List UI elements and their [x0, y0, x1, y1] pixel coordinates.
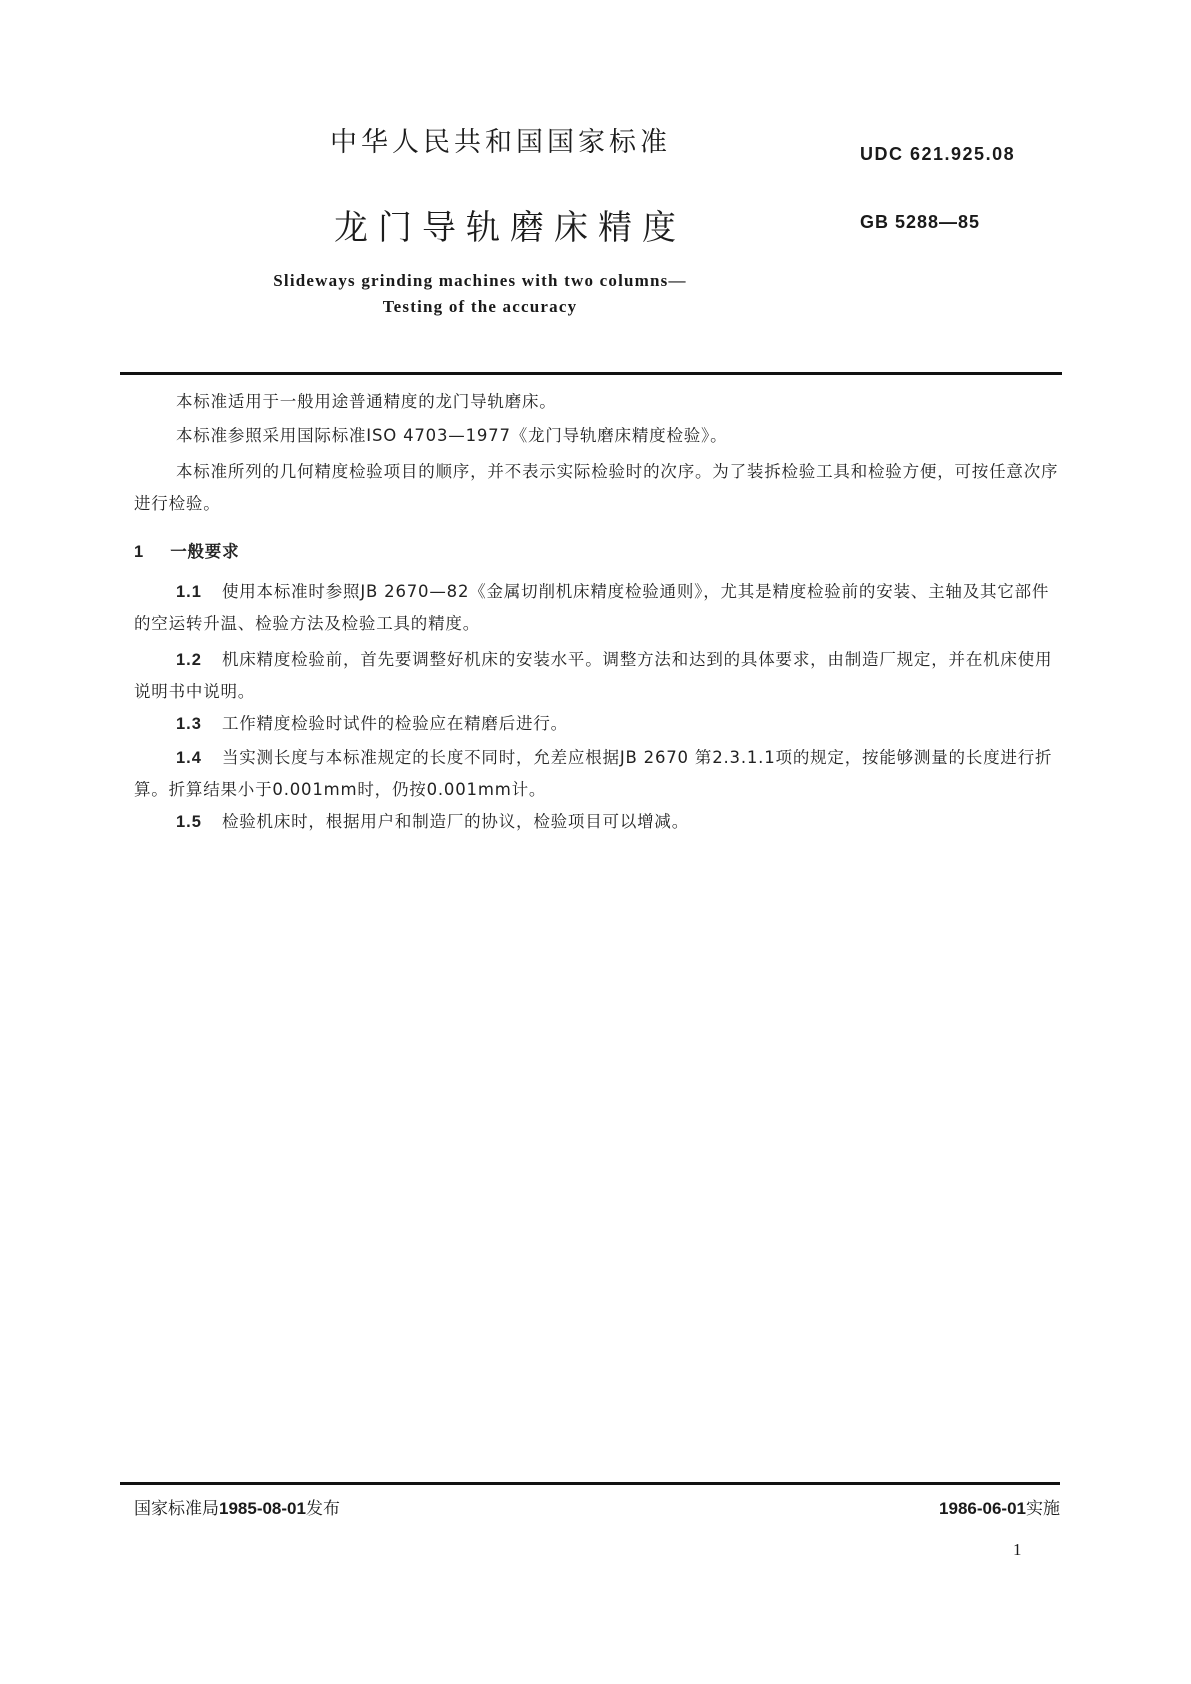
- clause-1-4: [134, 742, 1064, 806]
- document-title-chinese: 龙门导轨磨床精度: [334, 208, 686, 248]
- section-number: 1: [134, 543, 145, 561]
- effective-info: [939, 1494, 1060, 1519]
- clause-1-1: [134, 576, 1064, 640]
- intro-paragraph-1: 本标准适用于一般用途普通精度的龙门导轨磨床。: [176, 392, 557, 411]
- footer-divider: [120, 1482, 1060, 1485]
- issue-label: 发布: [305, 1499, 340, 1519]
- standard-number: GB 5288—85: [860, 212, 981, 232]
- clause-text: 工作精度检验时试件的检验应在精磨后进行。: [221, 714, 568, 733]
- issue-date: 1985-08-01: [219, 1499, 306, 1518]
- clause-text: 当实测长度与本标准规定的长度不同时，允差应根据JB 2670 第2.3.1.1项的规定，按能够测量的长度进行折算。折算结果小于0.001mm时，仍按0.001mm计。: [134, 748, 1053, 799]
- clause-1-5: [134, 808, 1064, 836]
- clause-1-3: [134, 710, 1064, 738]
- intro-paragraph-3: 本标准所列的几何精度检验项目的顺序，并不表示实际检验时的次序。为了装拆检验工具和检验方便，可按任意次序进行检验。: [134, 462, 1059, 513]
- clause-number: 1.4: [176, 749, 202, 767]
- clause-text: 使用本标准时参照JB 2670—82《金属切削机床精度检验通则》，尤其是精度检验前的安装、主轴及其它部件的空运转升温、检验方法及检验工具的精度。: [134, 582, 1050, 633]
- intro-paragraph-2: 本标准参照采用国际标准ISO 4703—1977《龙门导轨磨床精度检验》。: [176, 426, 728, 445]
- page-number: 1: [1013, 1540, 1022, 1559]
- section-heading-1: [134, 538, 239, 562]
- effective-date: 1986-06-01: [939, 1499, 1026, 1518]
- udc-code: UDC 621.925.08: [860, 144, 1016, 164]
- clause-text: 机床精度检验前，首先要调整好机床的安装水平。调整方法和达到的具体要求，由制造厂规定，并在机床使用说明书中说明。: [134, 650, 1053, 701]
- issuer: 国家标准局: [134, 1499, 219, 1519]
- document-title-english: Slideways grinding machines with two columns—Testing of the accuracy: [273, 271, 687, 316]
- effective-label: 实施: [1026, 1499, 1060, 1519]
- clause-number: 1.3: [176, 715, 202, 733]
- clause-1-2: [134, 644, 1064, 708]
- clause-number: 1.1: [176, 583, 202, 601]
- section-title: 一般要求: [170, 542, 240, 561]
- clause-number: 1.5: [176, 813, 202, 831]
- header-divider: [120, 372, 1062, 375]
- issue-info: [134, 1494, 340, 1519]
- standard-type-heading: 中华人民共和国国家标准: [330, 127, 671, 158]
- clause-text: 检验机床时，根据用户和制造厂的协议，检验项目可以增减。: [221, 812, 690, 831]
- clause-number: 1.2: [176, 651, 202, 669]
